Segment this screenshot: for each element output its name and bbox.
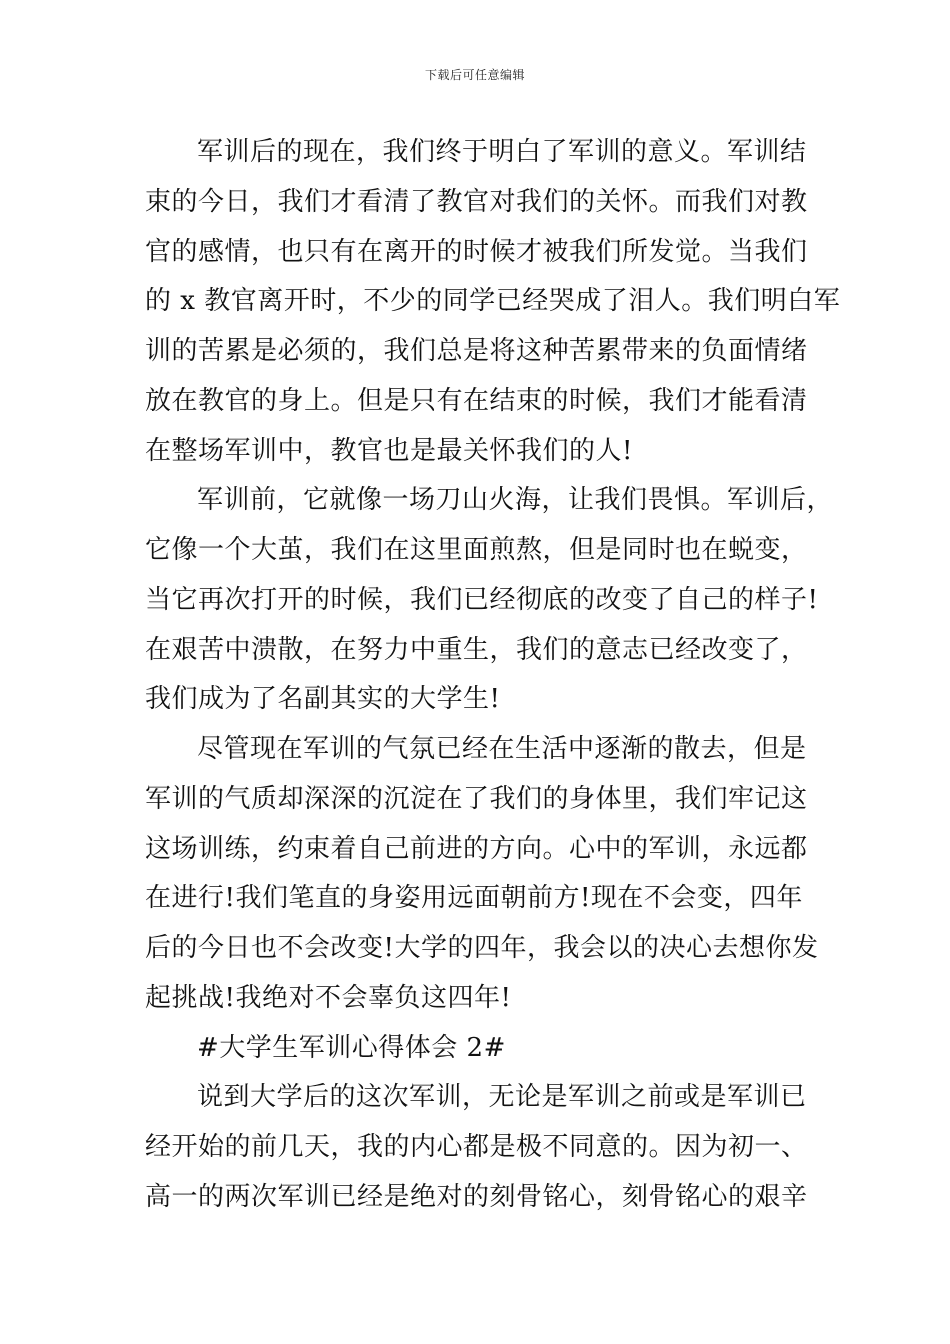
paragraph-line: 在艰苦中溃散，在努力中重生，我们的意志已经改变了， — [145, 634, 808, 665]
paragraph-line: 军训前，它就像一场刀山火海，让我们畏惧。军训后， — [197, 485, 834, 516]
paragraph-line: 训的苦累是必须的，我们总是将这种苦累带来的负面情绪 — [145, 336, 808, 366]
paragraph-line: 我们成为了名副其实的大学生! — [145, 684, 501, 715]
paragraph-line: 起挑战!我绝对不会辜负这四年! — [145, 982, 512, 1013]
paragraph-line: 高一的两次军训已经是绝对的刻骨铭心，刻骨铭心的艰辛 — [145, 1181, 808, 1212]
paragraph-line: 尽管现在军训的气氛已经在生活中逐渐的散去，但是 — [197, 734, 807, 764]
paragraph-line: 说到大学后的这次军训，无论是军训之前或是军训已 — [197, 1082, 807, 1113]
paragraph-line: 军训的气质却深深的沉淀在了我们的身体里，我们牢记这 — [145, 783, 808, 814]
paragraph-line: 军训后的现在，我们终于明白了军训的意义。军训结 — [197, 137, 807, 167]
page-header: 下载后可任意编辑 — [424, 68, 525, 82]
paragraph-line: 当它再次打开的时候，我们已经彻底的改变了自己的样子! — [145, 584, 819, 615]
paragraph-line: 后的今日也不会改变!大学的四年，我会以的决心去想你发 — [145, 933, 819, 963]
paragraph-line: 经开始的前几天，我的内心都是极不同意的。因为初一、 — [145, 1132, 808, 1162]
section-heading: #大学生军训心得体会 2# — [197, 1032, 506, 1063]
paragraph-line: 束的今日，我们才看清了教官对我们的关怀。而我们对教 — [145, 186, 808, 217]
document-body — [145, 128, 841, 1223]
paragraph-line: 它像一个大茧，我们在这里面煎熬，但是同时也在蜕变， — [145, 535, 808, 565]
paragraph-line: 的 x 教官离开时，不少的同学已经哭成了泪人。我们明白军 — [145, 286, 841, 317]
paragraph-line: 在进行!我们笔直的身姿用远面朝前方!现在不会变，四年 — [145, 883, 803, 914]
paragraph-line: 这场训练，约束着自己前进的方向。心中的军训，永远都 — [145, 833, 808, 864]
paragraph-line: 放在教官的身上。但是只有在结束的时候，我们才能看清 — [145, 385, 808, 416]
paragraph-line: 在整场军训中，教官也是最关怀我们的人! — [145, 435, 633, 466]
paragraph-line: 官的感情，也只有在离开的时候才被我们所发觉。当我们 — [145, 236, 808, 267]
